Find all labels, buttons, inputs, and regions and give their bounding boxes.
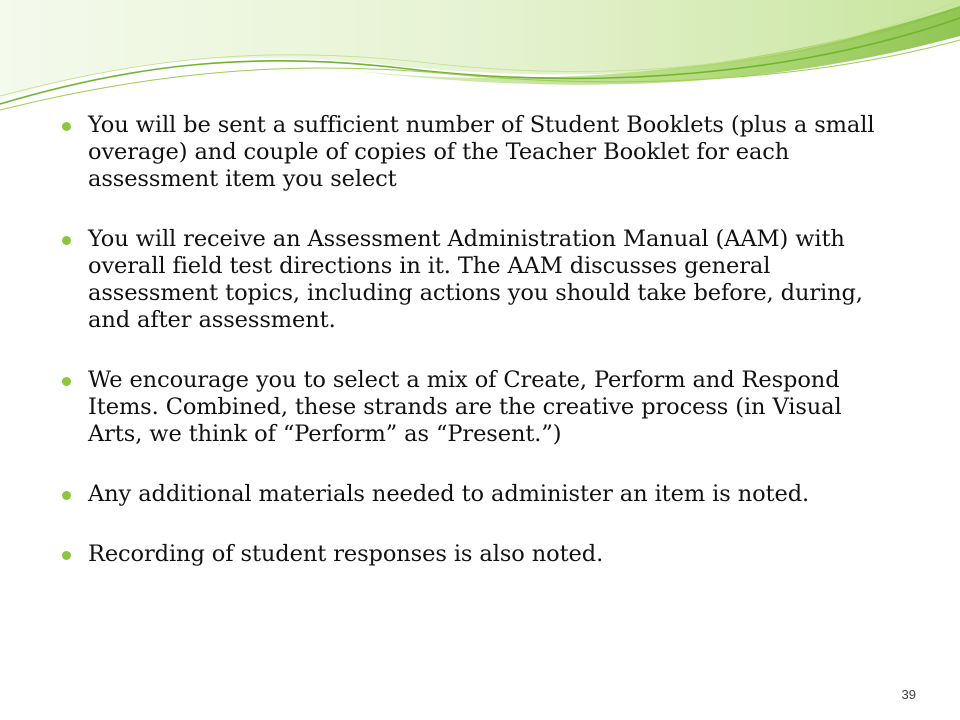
green-dot-bullet-icon bbox=[62, 122, 71, 131]
bullet-text: Recording of student responses is also noted. bbox=[88, 541, 604, 567]
bullet-text: You will receive an Assessment Administration Manual (AAM) with overall field test directions in it. The AAM discusses general assessment topics, including actions you should take before, during, and after assessment. bbox=[88, 226, 863, 333]
bullet-item bbox=[62, 112, 902, 193]
bullet-item bbox=[62, 481, 902, 508]
green-dot-bullet-icon bbox=[62, 236, 71, 245]
bullet-item bbox=[62, 367, 902, 448]
green-dot-bullet-icon bbox=[62, 377, 71, 386]
green-dot-bullet-icon bbox=[62, 551, 71, 560]
bullet-text: You will be sent a sufficient number of Student Booklets (plus a small overage) and couple of copies of the Teacher Booklet for each assessment item you select bbox=[88, 112, 875, 192]
green-dot-bullet-icon bbox=[62, 491, 71, 500]
bullet-text: Any additional materials needed to administer an item is noted. bbox=[88, 481, 810, 507]
green-swoosh-banner bbox=[0, 0, 960, 120]
bullet-list bbox=[62, 112, 902, 568]
page-number: 39 bbox=[901, 687, 916, 702]
bullet-item bbox=[62, 541, 902, 568]
bullet-text: We encourage you to select a mix of Create, Perform and Respond Items. Combined, these strands are the creative process (in Visual Arts, we think of “Perform” as “Present.”) bbox=[88, 367, 842, 447]
bullet-item bbox=[62, 226, 902, 334]
